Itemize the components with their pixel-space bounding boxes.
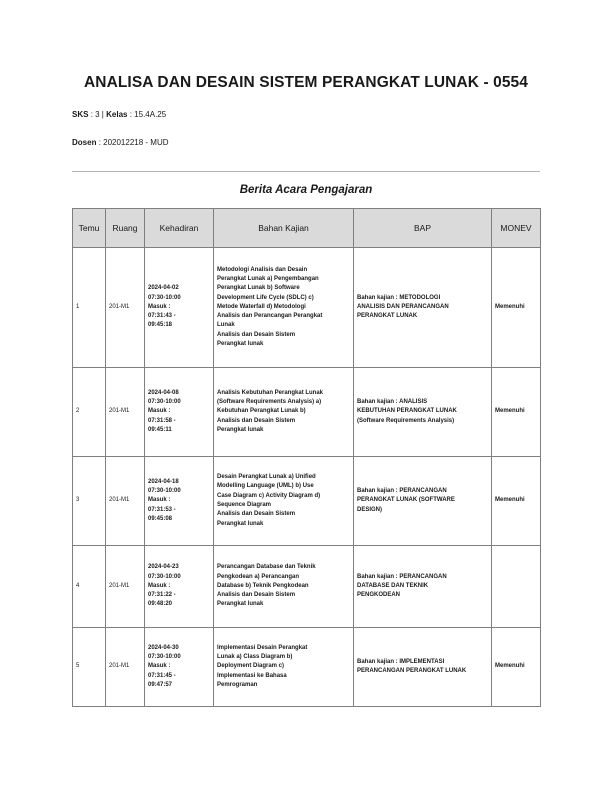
course-info-line: [72, 110, 166, 119]
cell-kehadiran-line: 07:31:45 -: [148, 672, 176, 679]
cell-bahan-kajian-line: Deployment Diagram c): [217, 663, 285, 670]
cell-bap-line: Bahan kajian : ANALISIS: [357, 399, 428, 406]
table-row: [73, 368, 541, 457]
cell-kehadiran: [145, 457, 214, 546]
table-row: [73, 248, 541, 368]
cell-kehadiran-line: 2024-04-23: [148, 564, 179, 571]
cell-bahan-kajian-line: Metodologi Analisis dan Desain: [217, 266, 308, 273]
cell-ruang: 201-M1: [106, 457, 145, 546]
cell-kehadiran-line: 09:45:08: [148, 515, 173, 522]
cell-bahan-kajian-line: Perangkat lunak: [217, 520, 264, 527]
cell-kehadiran-line: Masuk :: [148, 408, 171, 415]
cell-bahan-kajian-line: Perangkat lunak: [217, 601, 264, 608]
cell-kehadiran-line: 07:31:53 -: [148, 506, 176, 513]
cell-bap-line: PERANGKAT LUNAK (SOFTWARE: [357, 497, 455, 504]
cell-bap-line: DESIGN): [357, 506, 383, 513]
cell-ruang: 201-M1: [106, 628, 145, 707]
cell-kehadiran: [145, 248, 214, 368]
cell-kehadiran-line: Masuk :: [148, 663, 171, 670]
header-ruang: Ruang: [106, 209, 145, 248]
cell-temu: 1: [73, 248, 106, 368]
cell-bahan-kajian-line: Pengkodean a) Perancangan: [217, 573, 300, 580]
lecturer-info-line: [72, 138, 169, 147]
cell-kehadiran-line: 07:31:58 -: [148, 417, 176, 424]
cell-bahan-kajian-line: Analisis dan Desain Sistem: [217, 511, 296, 518]
table-header-row: [73, 209, 541, 248]
cell-kehadiran-line: 07:30-10:00: [148, 399, 181, 406]
header-kehadiran: Kehadiran: [145, 209, 214, 248]
table-row: [73, 628, 541, 707]
cell-bahan-kajian-line: Analisis dan Desain Sistem: [217, 331, 296, 338]
cell-bap: [354, 457, 492, 546]
cell-kehadiran-line: 09:45:18: [148, 322, 173, 329]
cell-bahan-kajian: [214, 368, 354, 457]
cell-kehadiran-line: Masuk :: [148, 582, 171, 589]
cell-bap: [354, 546, 492, 628]
cell-bap-line: PERANCANGAN PERANGKAT LUNAK: [357, 668, 467, 674]
cell-temu: 3: [73, 457, 106, 546]
cell-kehadiran-line: Masuk :: [148, 303, 171, 310]
cell-bahan-kajian-line: Database b) Teknik Pengkodean: [217, 582, 309, 589]
cell-kehadiran-line: 2024-04-30: [148, 644, 179, 651]
cell-bahan-kajian: [214, 248, 354, 368]
cell-bap-line: PENGKODEAN: [357, 592, 401, 599]
cell-kehadiran-line: 09:45:11: [148, 426, 172, 433]
cell-bap-line: DATABASE DAN TEKNIK: [357, 582, 429, 589]
cell-ruang: 201-M1: [106, 248, 145, 368]
cell-bahan-kajian-line: Analisis dan Desain Sistem: [217, 592, 296, 599]
cell-kehadiran: [145, 546, 214, 628]
kelas-value: : 15.4A.25: [129, 110, 167, 119]
cell-bap: [354, 628, 492, 707]
cell-bahan-kajian-line: Kebutuhan Perangkat Lunak b): [217, 408, 306, 415]
cell-kehadiran-line: 2024-04-08: [148, 389, 179, 396]
cell-bahan-kajian-line: Metode Waterfall d) Metodologi: [217, 303, 306, 310]
header-temu: Temu: [73, 209, 106, 248]
cell-bahan-kajian-line: Implementasi Desain Perangkat: [217, 644, 308, 651]
cell-bap-line: Bahan kajian : PERANCANGAN: [357, 573, 447, 580]
cell-bap: [354, 368, 492, 457]
cell-bahan-kajian-line: Lunak a) Class Diagram b): [217, 654, 293, 661]
sks-value: : 3 |: [90, 110, 104, 119]
cell-bahan-kajian-line: Sequence Diagram: [217, 502, 272, 508]
cell-monev: Memenuhi: [492, 368, 541, 457]
cell-bahan-kajian-line: Perangkat lunak: [217, 426, 264, 433]
cell-bap-line: (Software Requirements Analysis): [357, 417, 455, 424]
header-divider: [72, 171, 540, 172]
header-bap: BAP: [354, 209, 492, 248]
cell-kehadiran-line: 07:30-10:00: [148, 654, 181, 661]
header-bahan-kajian: Bahan Kajian: [214, 209, 354, 248]
cell-kehadiran-line: 07:30-10:00: [148, 488, 181, 495]
cell-bahan-kajian-line: Development Life Cycle (SDLC) c): [217, 294, 314, 301]
table-row: [73, 457, 541, 546]
cell-kehadiran-line: 07:31:22 -: [148, 592, 176, 599]
cell-bahan-kajian-line: Analisis dan Perancangan Perangkat: [217, 313, 323, 320]
cell-bahan-kajian: [214, 457, 354, 546]
cell-bap-line: KEBUTUHAN PERANGKAT LUNAK: [357, 408, 457, 415]
cell-bahan-kajian-line: Modelling Language (UML) b) Use: [217, 483, 314, 490]
kelas-label: Kelas: [106, 110, 128, 119]
sks-label: SKS: [72, 110, 89, 119]
cell-monev: Memenuhi: [492, 628, 541, 707]
cell-bahan-kajian-line: Lunak: [217, 322, 235, 329]
cell-bap-line: Bahan kajian : METODOLOGI: [357, 294, 441, 301]
dosen-value: : 202012218 - MUD: [98, 138, 169, 147]
document-title: ANALISA DAN DESAIN SISTEM PERANGKAT LUNAK - 0554: [83, 74, 528, 91]
cell-bahan-kajian-line: Analisis dan Desain Sistem: [217, 417, 296, 424]
cell-bahan-kajian: [214, 546, 354, 628]
cell-bahan-kajian-line: Pemrograman: [217, 681, 258, 688]
cell-bahan-kajian-line: Desain Perangkat Lunak a) Unified: [217, 474, 316, 481]
cell-bahan-kajian-line: (Software Requirements Analysis) a): [217, 399, 322, 406]
cell-ruang: 201-M1: [106, 368, 145, 457]
cell-bahan-kajian-line: Perancangan Database dan Teknik: [217, 564, 316, 571]
cell-monev: [492, 546, 541, 628]
cell-bap-line: PERANGKAT LUNAK: [357, 313, 418, 320]
cell-bahan-kajian-line: Case Diagram c) Activity Diagram d): [217, 492, 321, 499]
cell-temu: 4: [73, 546, 106, 628]
cell-temu: 2: [73, 368, 106, 457]
cell-temu: 5: [73, 628, 106, 707]
cell-bap-line: Bahan kajian : IMPLEMENTASI: [357, 658, 445, 665]
cell-bap-line: Bahan kajian : PERANCANGAN: [357, 488, 447, 495]
dosen-label: Dosen: [72, 138, 97, 147]
cell-bahan-kajian-line: Analisis Kebutuhan Perangkat Lunak: [217, 389, 324, 396]
cell-bahan-kajian-line: Perangkat lunak: [217, 341, 264, 348]
cell-bahan-kajian-line: Perangkat Lunak b) Software: [217, 285, 300, 292]
cell-kehadiran-line: 07:30-10:00: [148, 573, 181, 580]
cell-bahan-kajian-line: Implementasi ke Bahasa: [217, 672, 287, 679]
table-row: [73, 546, 541, 628]
cell-kehadiran-line: 07:30-10:00: [148, 294, 181, 301]
cell-kehadiran-line: 2024-04-18: [148, 478, 179, 485]
cell-kehadiran-line: 09:48:20: [148, 601, 173, 608]
cell-bap-line: ANALISIS DAN PERANCANGAN: [357, 303, 449, 310]
cell-kehadiran-line: Masuk :: [148, 497, 171, 504]
cell-kehadiran-line: 07:31:43 -: [148, 313, 176, 320]
cell-ruang: 201-M1: [106, 546, 145, 628]
section-title: Berita Acara Pengajaran: [239, 184, 373, 196]
cell-bap: [354, 248, 492, 368]
cell-kehadiran: [145, 628, 214, 707]
cell-bahan-kajian: [214, 628, 354, 707]
teaching-record-table: [72, 208, 541, 707]
cell-kehadiran: [145, 368, 214, 457]
header-monev: MONEV: [492, 209, 541, 248]
cell-kehadiran-line: 09:47:57: [148, 681, 173, 688]
cell-monev: Memenuhi: [492, 457, 541, 546]
cell-kehadiran-line: 2024-04-02: [148, 285, 179, 292]
cell-bahan-kajian-line: Perangkat Lunak a) Pengembangan: [217, 275, 319, 282]
cell-monev: Memenuhi: [492, 248, 541, 368]
